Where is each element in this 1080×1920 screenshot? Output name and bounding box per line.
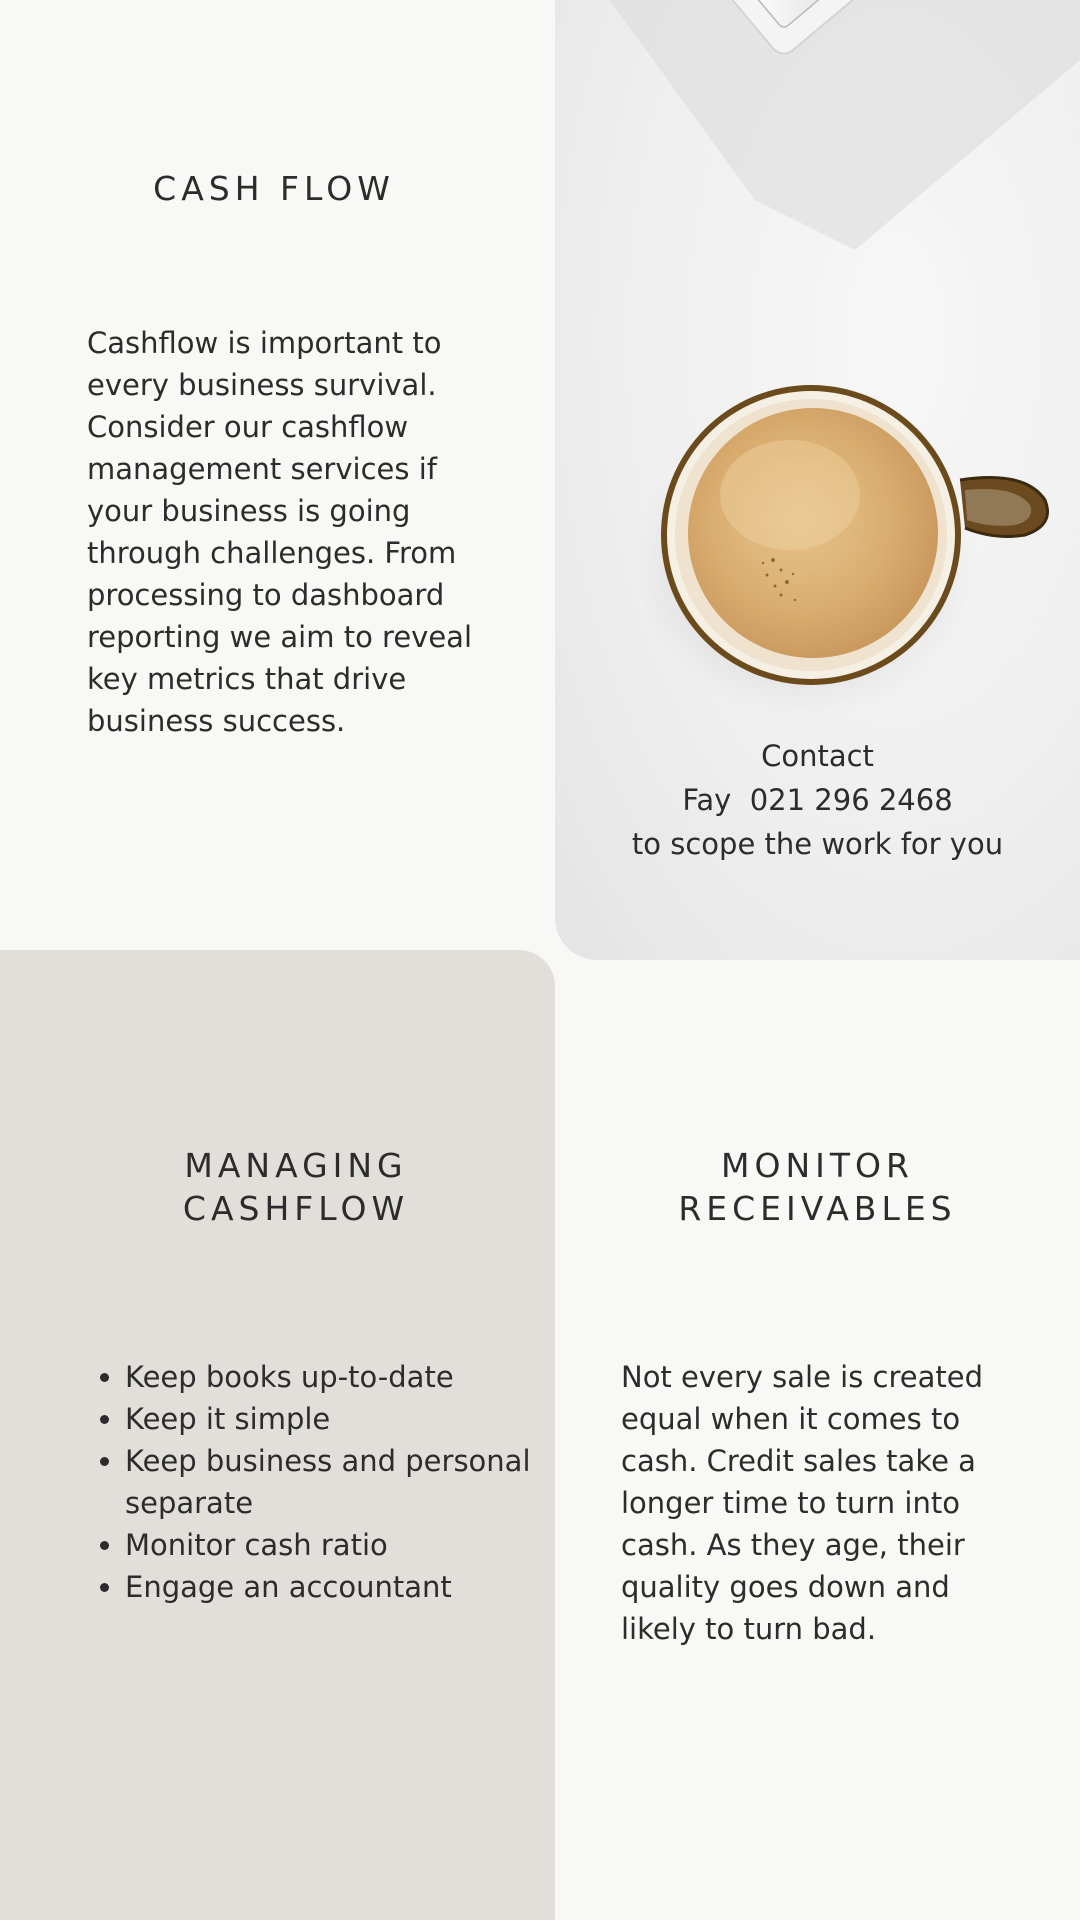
contact-phone[interactable]: Fay 021 296 2468 bbox=[682, 783, 953, 817]
monitor-receivables-title bbox=[555, 1144, 1080, 1230]
monitor-receivables-description: Not every sale is created equal when it comes to cash. Credit sales take a longer time to turn into cash. As they age, their quality goes down and likely to turn bad. bbox=[621, 1360, 984, 1646]
contact-block bbox=[555, 734, 1080, 866]
contact-note: to scope the work for you bbox=[631, 827, 1004, 861]
list-item: • Engage an accountant bbox=[125, 1566, 565, 1608]
managing-tips-list bbox=[87, 1356, 565, 1608]
monitor-title-line2: RECEIVABLES bbox=[678, 1189, 957, 1228]
monitor-title-line1: MONITOR bbox=[721, 1146, 914, 1185]
list-item: • Keep it simple bbox=[125, 1398, 565, 1440]
list-item: • Keep books up-to-date bbox=[125, 1356, 565, 1398]
managing-cashflow-title bbox=[0, 1144, 592, 1230]
contact-label: Contact bbox=[761, 739, 874, 773]
managing-title-line1: MANAGING bbox=[184, 1146, 408, 1185]
coffee-cup-image bbox=[635, 385, 1048, 715]
keyboard-image bbox=[595, 0, 1080, 250]
list-item: • Keep business and personal separate bbox=[125, 1440, 565, 1524]
list-item: • Monitor cash ratio bbox=[125, 1524, 565, 1566]
managing-title-line2: CASHFLOW bbox=[182, 1189, 410, 1228]
cash-flow-title: CASH FLOW bbox=[153, 169, 395, 208]
cash-flow-description: Cashflow is important to every business survival. Consider our cashflow management services if your business is going through challenges. From processing to dashboard reporting we aim to reveal key metrics that drive business success. bbox=[87, 326, 473, 738]
